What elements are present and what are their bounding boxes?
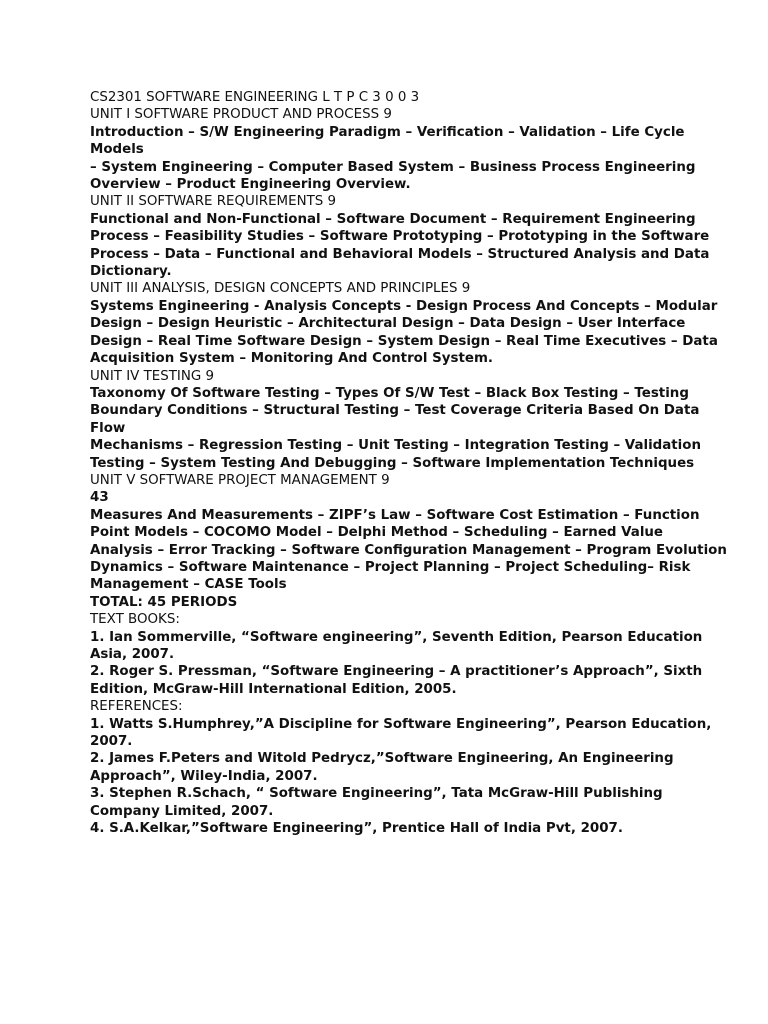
- text-line: Systems Engineering - Analysis Concepts - Design Process And Concepts – Modular: [90, 298, 718, 314]
- text-line: 43: [90, 490, 109, 506]
- text-line: 1. Ian Sommerville, “Software engineering”, Seventh Edition, Pearson Education: [90, 629, 703, 645]
- text-line: Analysis – Error Tracking – Software Configuration Management – Program Evolution: [90, 542, 727, 558]
- text-line: Process – Feasibility Studies – Software Prototyping – Prototyping in the Software: [90, 229, 710, 245]
- text-line: CS2301 SOFTWARE ENGINEERING L T P C 3 0 0 3: [90, 90, 420, 105]
- text-line: Design – Design Heuristic – Architectural Design – Data Design – User Interface: [90, 316, 686, 332]
- text-line: – System Engineering – Computer Based System – Business Process Engineering: [90, 159, 696, 175]
- text-line: Edition, McGraw-Hill International Edition, 2005.: [90, 681, 457, 697]
- text-line: Acquisition System – Monitoring And Control System.: [90, 351, 494, 367]
- text-line: 3. Stephen R.Schach, “ Software Engineering”, Tata McGraw-Hill Publishing: [90, 786, 663, 802]
- text-line: Dynamics – Software Maintenance – Project Planning – Project Scheduling– Risk: [90, 559, 691, 575]
- text-line: Point Models – COCOMO Model – Delphi Method – Scheduling – Earned Value: [90, 525, 664, 541]
- text-line: Process – Data – Functional and Behavioral Models – Structured Analysis and Data: [90, 246, 710, 262]
- text-line: Taxonomy Of Software Testing – Types Of S/W Test – Black Box Testing – Testing: [90, 385, 689, 401]
- text-line: Company Limited, 2007.: [90, 803, 274, 819]
- text-line: Management – CASE Tools: [90, 577, 287, 593]
- text-line: Measures And Measurements – ZIPF’s Law – Software Cost Estimation – Function: [90, 507, 700, 523]
- text-line: Dictionary.: [90, 264, 172, 280]
- text-line: 2. James F.Peters and Witold Pedrycz,”Software Engineering, An Engineering: [90, 751, 674, 767]
- text-line: 1. Watts S.Humphrey,”A Discipline for Software Engineering”, Pearson Education,: [90, 716, 712, 732]
- text-line: Introduction – S/W Engineering Paradigm – Verification – Validation – Life Cycle: [90, 124, 685, 140]
- text-line: UNIT V SOFTWARE PROJECT MANAGEMENT 9: [90, 472, 390, 488]
- text-line: Mechanisms – Regression Testing – Unit Testing – Integration Testing – Validation: [90, 438, 702, 454]
- text-line: UNIT II SOFTWARE REQUIREMENTS 9: [90, 194, 337, 210]
- text-line: 2. Roger S. Pressman, “Software Engineering – A practitioner’s Approach”, Sixth: [90, 664, 703, 680]
- text-line: Flow: [90, 420, 126, 436]
- text-line: Functional and Non-Functional – Software Document – Requirement Engineering: [90, 211, 696, 227]
- text-line: UNIT IV TESTING 9: [90, 368, 215, 384]
- text-line: Testing – System Testing And Debugging – Software Implementation Techniques: [90, 455, 695, 471]
- syllabus-text: [90, 89, 727, 837]
- text-line: UNIT I SOFTWARE PRODUCT AND PROCESS 9: [90, 107, 392, 123]
- text-line: 2007.: [90, 734, 133, 750]
- text-line: UNIT III ANALYSIS, DESIGN CONCEPTS AND PRINCIPLES 9: [90, 281, 471, 297]
- text-line: TOTAL: 45 PERIODS: [90, 594, 238, 610]
- text-line: 4. S.A.Kelkar,”Software Engineering”, Prentice Hall of India Pvt, 2007.: [90, 821, 623, 837]
- text-line: Asia, 2007.: [90, 647, 175, 662]
- text-line: Models: [90, 142, 144, 158]
- text-line: REFERENCES:: [90, 699, 183, 715]
- text-line: Approach”, Wiley-India, 2007.: [90, 768, 318, 784]
- text-line: Design – Real Time Software Design – System Design – Real Time Executives – Data: [90, 333, 718, 349]
- text-line: Overview – Product Engineering Overview.: [90, 177, 411, 193]
- text-line: Boundary Conditions – Structural Testing – Test Coverage Criteria Based On Data: [90, 403, 700, 419]
- text-line: TEXT BOOKS:: [90, 612, 180, 628]
